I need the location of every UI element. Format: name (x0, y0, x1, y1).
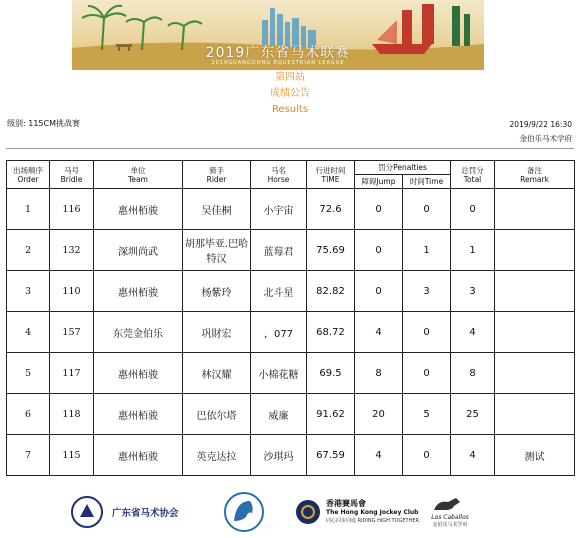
row-horse: 北斗星 (251, 271, 307, 312)
stage-label: 第四站 (275, 72, 305, 83)
row-jump: 4 (355, 435, 403, 476)
header-total: 总罚分 Total (451, 161, 495, 189)
header-timepen: 时间Time (403, 175, 451, 189)
row-order: 5 (7, 353, 50, 394)
row-remark (495, 312, 575, 353)
hkjc-cn-label: 香港賽馬會 (326, 498, 366, 508)
header-jump: 障碍Jump (355, 175, 403, 189)
divider (6, 148, 574, 149)
row-bridle: 115 (50, 435, 94, 476)
horse-head-icon (220, 491, 268, 533)
row-jump: 0 (355, 189, 403, 230)
row-order: 4 (7, 312, 50, 353)
row-horse: 沙琪玛 (251, 435, 307, 476)
table-row (7, 394, 575, 435)
gd-assoc-emblem-icon (70, 495, 104, 529)
row-timepen: 0 (403, 353, 451, 394)
row-rider: 杨紫玲 (183, 271, 251, 312)
sponsor-footer (60, 490, 520, 534)
row-remark (495, 189, 575, 230)
partner-signature: Los Caballos (431, 514, 469, 521)
table-row (7, 435, 575, 476)
row-team: 东莞金伯乐 (94, 312, 183, 353)
row-time: 72.6 (307, 189, 355, 230)
row-timepen: 0 (403, 435, 451, 476)
row-bridle: 117 (50, 353, 94, 394)
header-order: 出场顺序 Order (7, 161, 50, 189)
row-jump: 8 (355, 353, 403, 394)
row-team: 惠州栢骏 (94, 189, 183, 230)
results-cn-label: 成绩公告 (270, 88, 310, 99)
results-heading (0, 70, 580, 118)
row-bridle: 110 (50, 271, 94, 312)
row-order: 2 (7, 230, 50, 271)
row-order: 1 (7, 189, 50, 230)
partner-cn-label: 金伯乐马术学府 (432, 522, 468, 528)
row-time: 69.5 (307, 353, 355, 394)
table-row (7, 189, 575, 230)
row-bridle: 132 (50, 230, 94, 271)
row-jump: 0 (355, 230, 403, 271)
header-remark: 备注 Remark (495, 161, 575, 189)
banner-subtitle: 2019GUANGDONG EQUESTRIAN LEAGUE (211, 60, 345, 66)
header-time: 行进时间 TIME (307, 161, 355, 189)
hkjc-tagline: 同心同步同進 RIDING HIGH TOGETHER (326, 517, 419, 524)
row-remark (495, 353, 575, 394)
row-jump: 4 (355, 312, 403, 353)
row-horse: 小棉花糖 (251, 353, 307, 394)
datetime-label: 2019/9/22 16:30 (509, 120, 572, 129)
row-jump: 0 (355, 271, 403, 312)
hkjc-en-label: The Hong Kong Jockey Club (326, 508, 419, 516)
row-time: 91.62 (307, 394, 355, 435)
gd-assoc-label: 广东省马术协会 (112, 508, 179, 519)
row-remark (495, 271, 575, 312)
row-team: 惠州栢骏 (94, 435, 183, 476)
row-rider: 林汉耀 (183, 353, 251, 394)
header-team: 单位 Team (94, 161, 183, 189)
row-timepen: 5 (403, 394, 451, 435)
row-horse: 蓝莓君 (251, 230, 307, 271)
row-horse: ，077 (251, 312, 307, 353)
row-timepen: 1 (403, 230, 451, 271)
header-rider: 骑手 Rider (183, 161, 251, 189)
row-total: 8 (451, 353, 495, 394)
row-time: 75.69 (307, 230, 355, 271)
row-horse: 小宇宙 (251, 189, 307, 230)
row-total: 25 (451, 394, 495, 435)
row-total: 3 (451, 271, 495, 312)
row-time: 68.72 (307, 312, 355, 353)
row-order: 6 (7, 394, 50, 435)
header-penalties: 罚分Penalties (355, 161, 451, 175)
results-en-label: Results (271, 104, 309, 115)
meta-right (510, 118, 572, 146)
hkjc-logo-block (295, 490, 419, 534)
row-total: 4 (451, 312, 495, 353)
table-row (7, 230, 575, 271)
header-banner (72, 0, 484, 70)
row-remark (495, 394, 575, 435)
row-remark: 测试 (495, 435, 575, 476)
row-bridle: 118 (50, 394, 94, 435)
results-table (6, 160, 575, 476)
row-time: 82.82 (307, 271, 355, 312)
row-rider: 吴佳桐 (183, 189, 251, 230)
table-row (7, 271, 575, 312)
banner-title: 2019广东省马术联赛 (205, 45, 351, 61)
row-timepen: 0 (403, 189, 451, 230)
row-remark (495, 230, 575, 271)
row-timepen: 3 (403, 271, 451, 312)
row-team: 惠州栢骏 (94, 394, 183, 435)
row-total: 1 (451, 230, 495, 271)
partner-logo-block (430, 490, 470, 534)
horse-silhouette-icon (430, 496, 470, 514)
horse-logo-block (220, 490, 268, 534)
header-horse: 马名 Horse (251, 161, 307, 189)
row-horse: 威廉 (251, 394, 307, 435)
row-total: 4 (451, 435, 495, 476)
row-team: 深圳尚武 (94, 230, 183, 271)
row-bridle: 157 (50, 312, 94, 353)
row-order: 3 (7, 271, 50, 312)
venue-label: 金伯乐马术学府 (519, 134, 572, 143)
table-row (7, 353, 575, 394)
row-jump: 20 (355, 394, 403, 435)
row-team: 惠州栢骏 (94, 353, 183, 394)
row-timepen: 0 (403, 312, 451, 353)
row-time: 67.59 (307, 435, 355, 476)
row-rider: 巩財宏 (183, 312, 251, 353)
table-row (7, 312, 575, 353)
row-order: 7 (7, 435, 50, 476)
header-bridle: 马号 Bridle (50, 161, 94, 189)
level-label: 级别: 115CM挑战赛 (7, 119, 80, 128)
gd-assoc-logo-block (70, 490, 179, 534)
row-total: 0 (451, 189, 495, 230)
row-rider: 英克达拉 (183, 435, 251, 476)
row-team: 惠州栢骏 (94, 271, 183, 312)
row-rider: 巴依尔塔 (183, 394, 251, 435)
row-rider: 胡那毕亚.巴哈特汉 (183, 230, 251, 271)
row-bridle: 116 (50, 189, 94, 230)
hkjc-crest-icon (295, 499, 321, 525)
